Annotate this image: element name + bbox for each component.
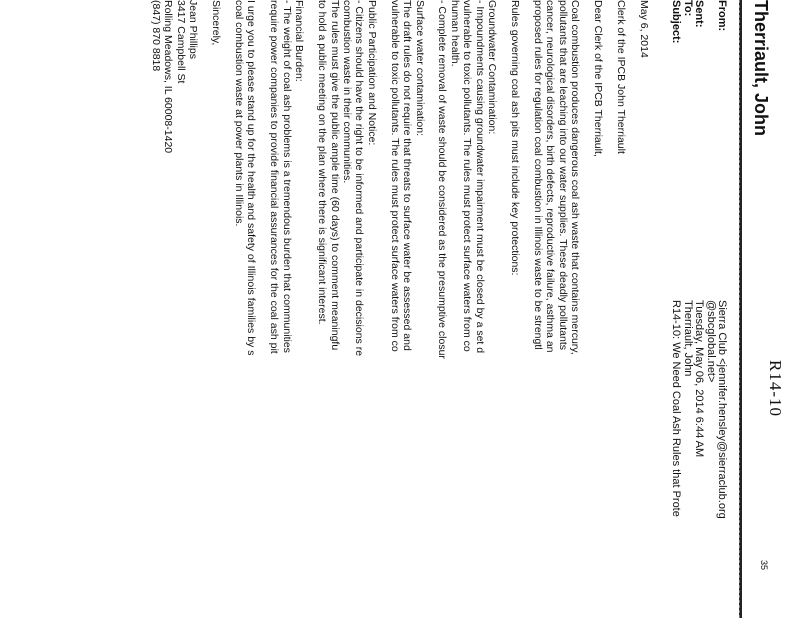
body-line: Surface water contamination: <box>413 0 426 136</box>
body-line: Coal combustion produces dangerous coal ash waste that contains mercury, <box>569 0 582 355</box>
body-line: human health. <box>448 0 461 67</box>
header-label: From: <box>716 0 728 32</box>
header-value: @sbcglobal.net> <box>705 300 717 383</box>
body-line: Clerk of the IPCB John Therriault <box>615 0 628 154</box>
header-value: Sierra Club <jennifer.hensley@sierraclub.org <box>716 300 728 519</box>
header-label: Sent: <box>693 0 705 28</box>
body-line: - Complete removal of waste should be considered as the presumptive closur <box>436 0 449 359</box>
sender-name-heading: Therriault, John <box>751 0 771 137</box>
header-value: Therriault, John <box>682 300 694 377</box>
body-line: Financial Burden: <box>293 0 306 82</box>
body-line: Sincerely, <box>210 0 223 46</box>
body-line: require power companies to provide financial assurances for the coal ash pit <box>268 0 281 354</box>
body-line: proposed rules for regulation coal combustion in Illinois waste to be strengtl <box>532 0 544 350</box>
body-line: Jean Phillips <box>187 0 200 59</box>
header-label: Subject: <box>670 0 682 44</box>
body-line: - Citizens should have the right to be informed and participate in decisions re <box>353 0 366 357</box>
body-line: vulnerable to toxic pollutants. The rules must protect surface waters from co <box>461 0 474 352</box>
body-line: - Impoundments causing groundwater impairment must be closed by a set d <box>473 0 486 354</box>
body-line: Dear Clerk of the IPCB Therriault, <box>592 0 605 157</box>
body-line: to hold a public meeting on the plan where there is significant interest. <box>316 0 329 325</box>
body-line: coal combustion waste at power plants in Illinois. <box>233 0 246 227</box>
page-number: 35 <box>759 560 769 571</box>
header-rule <box>739 0 742 618</box>
body-line: 3417 Campbell St <box>174 0 187 84</box>
body-line: Groundwater Contamination: <box>486 0 499 135</box>
body-line: combustion waste in their communities. <box>341 0 353 184</box>
body-line: cancer, neurological disorders, birth defects, reproductive failure, asthma an <box>544 0 557 353</box>
body-line: pollutants that are leaching into our water supplies. These deadly pollutants <box>556 0 569 351</box>
header-label: To: <box>682 0 694 17</box>
body-line: Public Participation and Notice: <box>365 0 378 146</box>
body-line: I urge you to please stand up for the health and safety of Illinois families by s <box>245 0 258 356</box>
body-line: Rules governing coal ash pits must include key protections: <box>509 0 521 276</box>
docket-number: R14-10 <box>766 360 785 417</box>
body-line: vulnerable to toxic pollutants. The rules must protect surface waters from co <box>388 0 401 352</box>
body-line: - The weight of coal ash problems is a tremendous burden that communities <box>280 0 293 353</box>
body-line: (847) 870 8818 <box>150 0 163 72</box>
body-line: The draft rules do not require that threats to surface water be assessed and <box>401 0 414 351</box>
header-value: Tuesday, May 06, 2014 6:44 AM <box>693 300 705 458</box>
header-value: R14-10: We Need Coal Ash Rules that Prote <box>670 300 682 517</box>
body-line: The rules must give the public ample time (60 days) to comment meaningfu <box>328 0 341 351</box>
body-line: May 6, 2014 <box>638 0 650 58</box>
body-line: Rolling Meadows, IL 60008-1420 <box>162 0 175 154</box>
